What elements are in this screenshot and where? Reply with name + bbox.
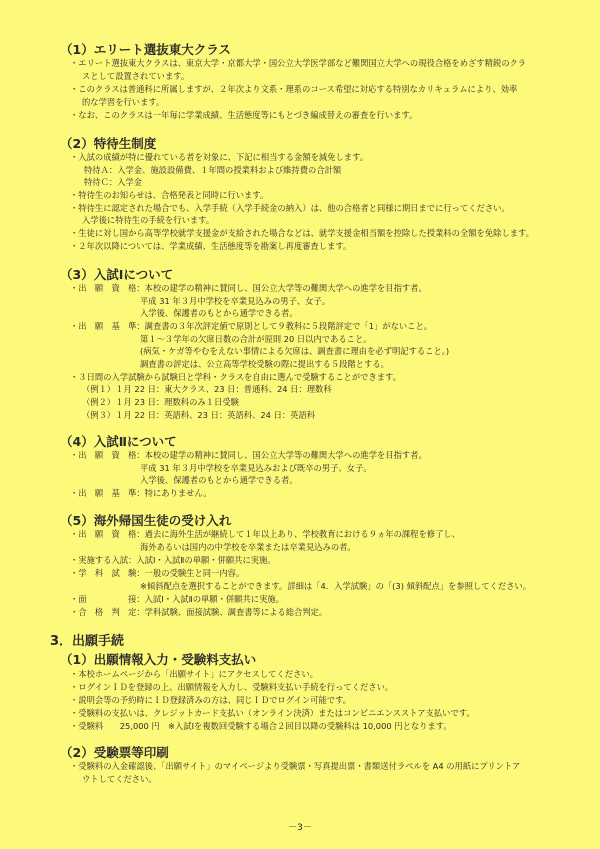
text-line: ・実施する入試：入試Ⅰ・入試Ⅱの単願・併願共に実施。 bbox=[70, 555, 276, 565]
text-line: ・出 願 資 格：過去に海外生活が継続して１年以上あり、学校教育における９ヵ年の課程を修了し、 bbox=[70, 529, 460, 539]
heading-elite-class: （1）エリート選抜東大クラス bbox=[60, 42, 231, 57]
text-line: ・なお、このクラスは一年毎に学業成績、生活態度等にもとづき編成替えの審査を行います。 bbox=[70, 110, 418, 120]
heading-application-procedure: 3．出願手続 bbox=[50, 634, 125, 649]
text-line: 第１～３学年の欠席日数の合計が原則 20 日以内であること。 bbox=[140, 334, 372, 344]
text-line: ・受験料 25,000 円 ※入試Ⅰを複数回受験する場合２回目以降の受験料は 10,000 円となります。 bbox=[70, 721, 452, 731]
heading-scholarship: （2）特待生制度 bbox=[60, 136, 157, 151]
text-line: ・説明会等の予約時にＩＤ登録済みの方は、同じＩＤでログイン可能です。 bbox=[70, 695, 352, 705]
text-line: ・このクラスは普通科に所属しますが、２年次より文系・理系のコース希望に対応する特別なカリキュラムにより、効率 bbox=[70, 84, 518, 94]
text-line: ・入試の成績が特に優れている者を対象に、下記に相当する金額を減免します。 bbox=[70, 152, 369, 162]
heading-exam-2: （4）入試Ⅱについて bbox=[60, 434, 177, 449]
text-line: ・面 接：入試Ⅰ・入試Ⅱの単願・併願共に実施。 bbox=[70, 594, 284, 604]
text-line: ・特待生のお知らせは、合格発表と同時に行います。 bbox=[70, 190, 269, 200]
text-line: 入学後に特待生の手続を行います。 bbox=[82, 215, 215, 225]
text-line: 入学後、保護者のもとから通学できる者。 bbox=[140, 475, 298, 485]
text-line: 平成 31 年３月中学校を卒業見込みおよび既卒の男子、女子。 bbox=[140, 463, 372, 473]
text-line: ・受験料の入金確認後、「出願サイト」のマイページより受験票・写真提出票・書類送付ラベルを A4 の用紙にプリントア bbox=[70, 761, 521, 771]
text-line: ・合 格 判 定：学科試験、面接試験、調査書等による総合判定。 bbox=[70, 607, 328, 617]
text-line: 海外あるいは国内の中学校を卒業または卒業見込みの者。 bbox=[140, 542, 356, 552]
text-line: ・エリート選抜東大クラスは、東京大学・京都大学・国公立大学医学部など難関国立大学への現役合格をめざす精鋭のクラ bbox=[70, 58, 527, 68]
text-line: スとして設置されています。 bbox=[82, 71, 190, 81]
page-number: －3－ bbox=[288, 823, 312, 833]
text-line: 特待Ａ：入学金、施設設備費、１年間の授業料および維持費の合計額 bbox=[84, 165, 342, 175]
text-line: ・３日間の入学試験から試験日と学科・クラスを自由に選んで受験することができます。 bbox=[70, 372, 401, 382]
text-line: 平成 31 年３月中学校を卒業見込みの男子、女子。 bbox=[140, 296, 331, 306]
text-line: ・出 願 基 準：調査書の３年次評定値で原則として９教科に５段階評定で「1」がないこと。 bbox=[70, 321, 433, 331]
heading-exam-1: （3）入試Ⅰについて bbox=[60, 267, 174, 282]
text-line: 的な学習を行います。 bbox=[82, 97, 165, 107]
text-line: ・受験料の支払いは、クレジットカード支払い（オンライン決済）またはコンビニエンスストア支払いです。 bbox=[70, 708, 475, 718]
text-line: ウトしてください。 bbox=[82, 774, 157, 784]
text-line: 調査書の評定は、公立高等学校受験の際に提出する５段階とする。 bbox=[140, 359, 389, 369]
text-line: ・出 願 資 格：本校の建学の精神に賛同し、国公立大学等の難関大学への進学を目指す者。 bbox=[70, 283, 427, 293]
text-line: ・出 願 資 格：本校の建学の精神に賛同し、国公立大学等の難関大学への進学を目指す者。 bbox=[70, 450, 427, 460]
text-line: （例３）１月 22 日：英語科、23 日：英語科、24 日：英語科 bbox=[82, 410, 316, 420]
heading-returnee-students: （5）海外帰国生徒の受け入れ bbox=[60, 513, 232, 528]
text-line: （例１）１月 22 日：東大クラス、23 日：普通科、24 日：理数科 bbox=[82, 384, 332, 394]
text-line: 入学後、保護者のもとから通学できる者。 bbox=[140, 308, 298, 318]
heading-print-admission-ticket: （2）受験票等印刷 bbox=[60, 745, 169, 760]
heading-online-application: （1）出願情報入力・受験料支払い bbox=[60, 652, 257, 667]
text-line: ・特待生に認定された場合でも、入学手続（入学手続金の納入）は、他の合格者と同様に期日までに行ってください。 bbox=[70, 203, 510, 213]
text-line: ・ログインＩＤを登録の上、出願情報を入力し、受験料支払い手続を行ってください。 bbox=[70, 682, 394, 692]
text-line: （例２）１月 23 日：理数科のみ１日受験 bbox=[82, 397, 239, 407]
text-line: ・学 科 試 験：一般の受験生と同一内容。 bbox=[70, 568, 245, 578]
text-line: ・出 願 基 準：特にありません。 bbox=[70, 488, 212, 498]
text-line: 特待Ｃ：入学金 bbox=[84, 177, 143, 187]
text-line: ※傾斜配点を選択することができます。詳細は「4．入学試験」の「(3) 傾斜配点」を参照してください。 bbox=[140, 581, 532, 591]
text-line: ・本校ホームページから「出願サイト」にアクセスしてください。 bbox=[70, 669, 318, 679]
text-line: (病気・ケガ等やむをえない事情による欠席は、調査書に理由を必ず明記すること。) bbox=[140, 346, 450, 356]
text-line: ・生徒に対し国から高等学校就学支援金が支給された場合などは、就学支援金相当額を控除した授業料の全額を免除します。 bbox=[70, 228, 534, 238]
text-line: ・２年次以降については、学業成績、生活態度等を勘案し再度審査します。 bbox=[70, 241, 352, 251]
